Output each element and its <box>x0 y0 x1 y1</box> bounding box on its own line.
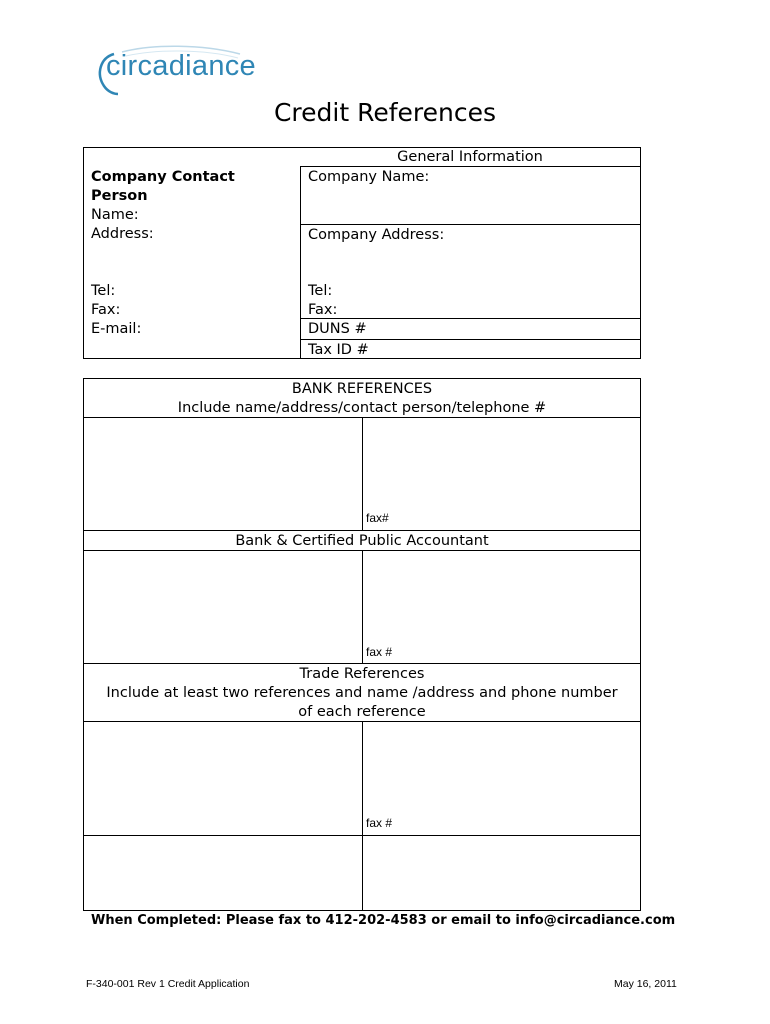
cpa-header: Bank & Certified Public Accountant <box>235 533 489 549</box>
address-label: Address: <box>91 226 154 242</box>
bank-fax-label: fax# <box>366 511 389 525</box>
tel-label: Tel: <box>91 283 116 299</box>
contact-heading-line2: Person <box>91 188 148 204</box>
page-title: Credit References <box>273 98 497 127</box>
bank-references-header: BANK REFERENCES <box>291 381 433 397</box>
bank-references-subheader: Include name/address/contact person/telephone # <box>177 400 547 416</box>
company-tel-label: Tel: <box>308 283 333 299</box>
email-label: E-mail: <box>91 321 142 337</box>
company-logo <box>92 44 256 100</box>
trade-references-subheader-2: of each reference <box>298 704 426 720</box>
logo-wordmark: circadiance <box>106 50 256 82</box>
company-name-label: Company Name: <box>308 169 430 185</box>
tax-id-label: Tax ID # <box>308 342 369 358</box>
company-fax-label: Fax: <box>308 302 338 318</box>
trade-fax-label: fax # <box>366 816 393 830</box>
trade-references-header: Trade References <box>299 666 425 682</box>
cpa-fax-label: fax # <box>366 645 393 659</box>
trade-references-subheader-1: Include at least two references and name /address and phone number <box>106 685 618 701</box>
name-label: Name: <box>91 207 139 223</box>
general-info-header: General Information <box>397 149 543 165</box>
contact-heading-line1: Company Contact <box>91 169 235 185</box>
date-footer: May 16, 2011 <box>614 978 677 990</box>
fax-label: Fax: <box>91 302 121 318</box>
form-id-footer: F-340-001 Rev 1 Credit Application <box>86 978 250 990</box>
duns-label: DUNS # <box>308 321 367 337</box>
company-address-label: Company Address: <box>308 227 445 243</box>
completion-instructions: When Completed: Please fax to 412-202-4583 or email to info@circadiance.com <box>91 913 676 928</box>
